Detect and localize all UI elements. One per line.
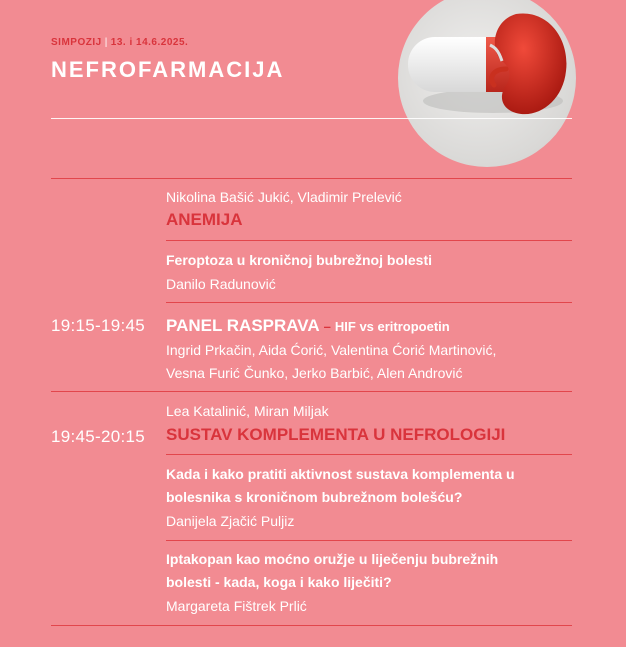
divider [51,391,572,392]
symposium-date: 13. i 14.6.2025. [110,37,189,48]
divider [166,240,572,241]
divider [51,178,572,179]
panel-dash: – [323,319,331,334]
session1-talk1-title: Feroptoza u kroničnoj bubrežnoj bolesti [166,252,433,268]
session2-talk2-speaker: Margareta Fištrek Prlić [166,598,307,614]
session2-title: SUSTAV KOMPLEMENTA U NEFROLOGIJI [166,425,506,444]
session1-title: ANEMIJA [166,210,243,229]
session1-talk1-speaker: Danilo Radunović [166,276,276,292]
session2-time: 19:45-20:15 [51,427,146,446]
symposium-label: SIMPOZIJ [51,37,102,48]
divider [166,540,572,541]
page-title: NEFROFARMACIJA [51,57,285,82]
divider [166,302,572,303]
kidney-pill-illustration [398,0,576,167]
session2-talk1-title-line1: Kada i kako pratiti aktivnost sustava komplementa u [166,466,515,482]
kidney-pill-icon [398,0,576,167]
header-divider [51,118,572,119]
session2-talk2-title-line1: Iptakopan kao moćno oružje u liječenju bubrežnih [166,551,499,567]
session2-moderators: Lea Katalinić, Miran Miljak [166,403,329,419]
session1-time: 19:15-19:45 [51,316,146,335]
panel-heading [166,316,450,336]
header-separator: | [104,37,108,48]
panel-title: PANEL RASPRAVA [166,316,320,335]
divider [166,454,572,455]
session2-talk2-title-line2: bolesti - kada, koga i kako liječiti? [166,574,392,590]
header [51,37,284,83]
session1-moderators: Nikolina Bašić Jukić, Vladimir Prelević [166,189,402,205]
session2-talk1-speaker: Danijela Zjačić Puljiz [166,513,295,529]
panel-participants-line2: Vesna Furić Čunko, Jerko Barbić, Alen Andrović [166,365,463,381]
symposium-line [51,37,284,48]
panel-subtitle: HIF vs eritropoetin [334,319,450,334]
session2-talk1-title-line2: bolesnika s kroničnom bubrežnom bolešću? [166,489,463,505]
panel-participants-line1: Ingrid Prkačin, Aida Ćorić, Valentina Ćorić Martinović, [166,342,497,358]
divider [51,625,572,626]
